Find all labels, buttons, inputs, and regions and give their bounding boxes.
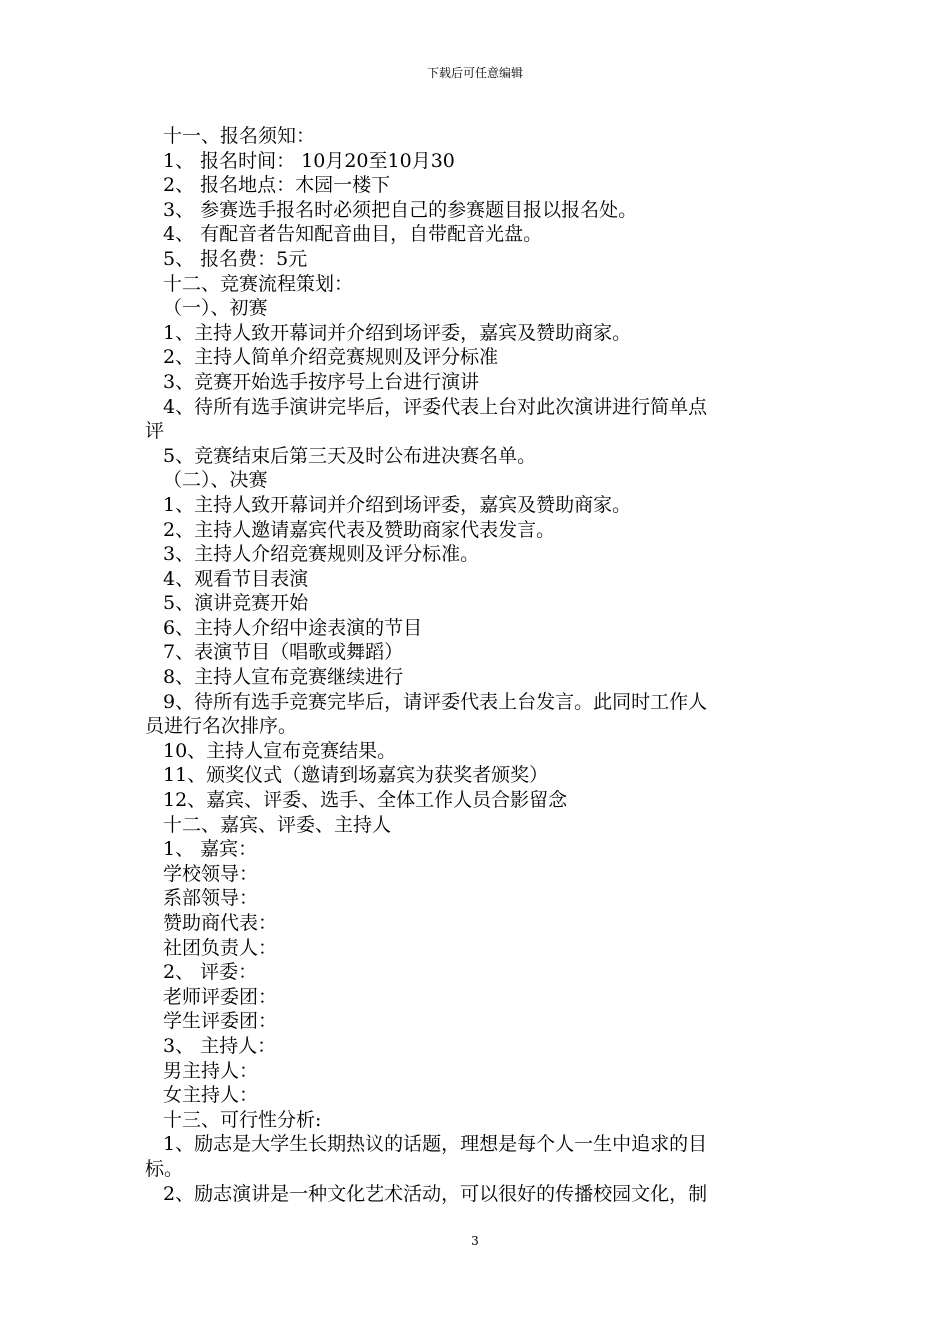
text-line: 4、 有配音者告知配音曲目，自带配音光盘。	[163, 223, 543, 246]
text-line: 2、 报名地点：木园一楼下	[163, 174, 391, 197]
text-line: 1、 报名时间： 10月20至10月30	[163, 149, 455, 172]
text-line: 十二、竞赛流程策划：	[163, 272, 354, 295]
text-line: 女主持人：	[163, 1084, 259, 1107]
text-line: 1、励志是大学生长期热议的话题，理想是每个人一生中追求的目	[163, 1133, 708, 1156]
text-line: 2、主持人邀请嘉宾代表及赞助商家代表发言。	[163, 518, 556, 541]
text-line: 5、竞赛结束后第三天及时公布进决赛名单。	[163, 444, 537, 467]
text-line: 社团负责人：	[163, 936, 278, 959]
text-line: 学校领导：	[163, 862, 259, 885]
text-line: 11、颁奖仪式（邀请到场嘉宾为获奖者颁奖）	[163, 764, 549, 787]
text-line: 1、主持人致开幕词并介绍到场评委，嘉宾及赞助商家。	[163, 321, 632, 344]
text-line: （一）、初赛	[163, 297, 268, 320]
text-line: 评	[145, 420, 165, 443]
text-line: 4、待所有选手演讲完毕后，评委代表上台对此次演讲进行简单点	[163, 395, 708, 418]
text-line: 9、待所有选手竞赛完毕后，请评委代表上台发言。此同时工作人	[163, 690, 708, 713]
document-body	[145, 124, 810, 1206]
text-line: 4、观看节目表演	[163, 567, 309, 590]
text-line: 8、主持人宣布竞赛继续进行	[163, 666, 404, 689]
text-line: 6、主持人介绍中途表演的节目	[163, 616, 423, 639]
text-line: 老师评委团：	[163, 985, 278, 1008]
text-line: 十二、嘉宾、评委、主持人	[163, 813, 392, 836]
text-line: 5、 报名费：5元	[163, 247, 308, 270]
text-line: 男主持人：	[163, 1059, 259, 1082]
text-line: 3、主持人介绍竞赛规则及评分标准。	[163, 543, 480, 566]
page-number: 3	[471, 1234, 479, 1248]
text-line: 2、主持人简单介绍竞赛规则及评分标准	[163, 346, 499, 369]
text-line: 3、 主持人：	[163, 1034, 277, 1057]
text-line: 2、励志演讲是一种文化艺术活动，可以很好的传播校园文化，制	[163, 1182, 708, 1205]
text-line: 5、演讲竞赛开始	[163, 592, 309, 615]
text-line: 3、竞赛开始选手按序号上台进行演讲	[163, 370, 480, 393]
text-line: 十一、报名须知：	[163, 125, 316, 147]
text-line: 学生评委团：	[163, 1010, 278, 1033]
text-line: 系部领导：	[163, 887, 259, 910]
text-line: 标。	[145, 1157, 184, 1180]
text-line: 十三、可行性分析:	[163, 1108, 322, 1131]
text-line: 7、表演节目（唱歌或舞蹈）	[163, 641, 404, 664]
text-line: 员进行名次排序。	[145, 715, 298, 738]
text-line: 赞助商代表：	[163, 912, 278, 934]
text-line: （二）、决赛	[163, 469, 268, 492]
text-line: 3、 参赛选手报名时必须把自己的参赛题目报以报名处。	[163, 198, 638, 221]
text-line: 10、主持人宣布竞赛结果。	[163, 739, 397, 762]
text-line: 1、主持人致开幕词并介绍到场评委，嘉宾及赞助商家。	[163, 493, 632, 516]
text-line: 2、 评委：	[163, 961, 258, 984]
text-line: 12、嘉宾、评委、选手、全体工作人员合影留念	[163, 789, 568, 812]
text-line: 1、 嘉宾：	[163, 838, 258, 861]
page-header: 下载后可任意编辑	[426, 66, 523, 80]
